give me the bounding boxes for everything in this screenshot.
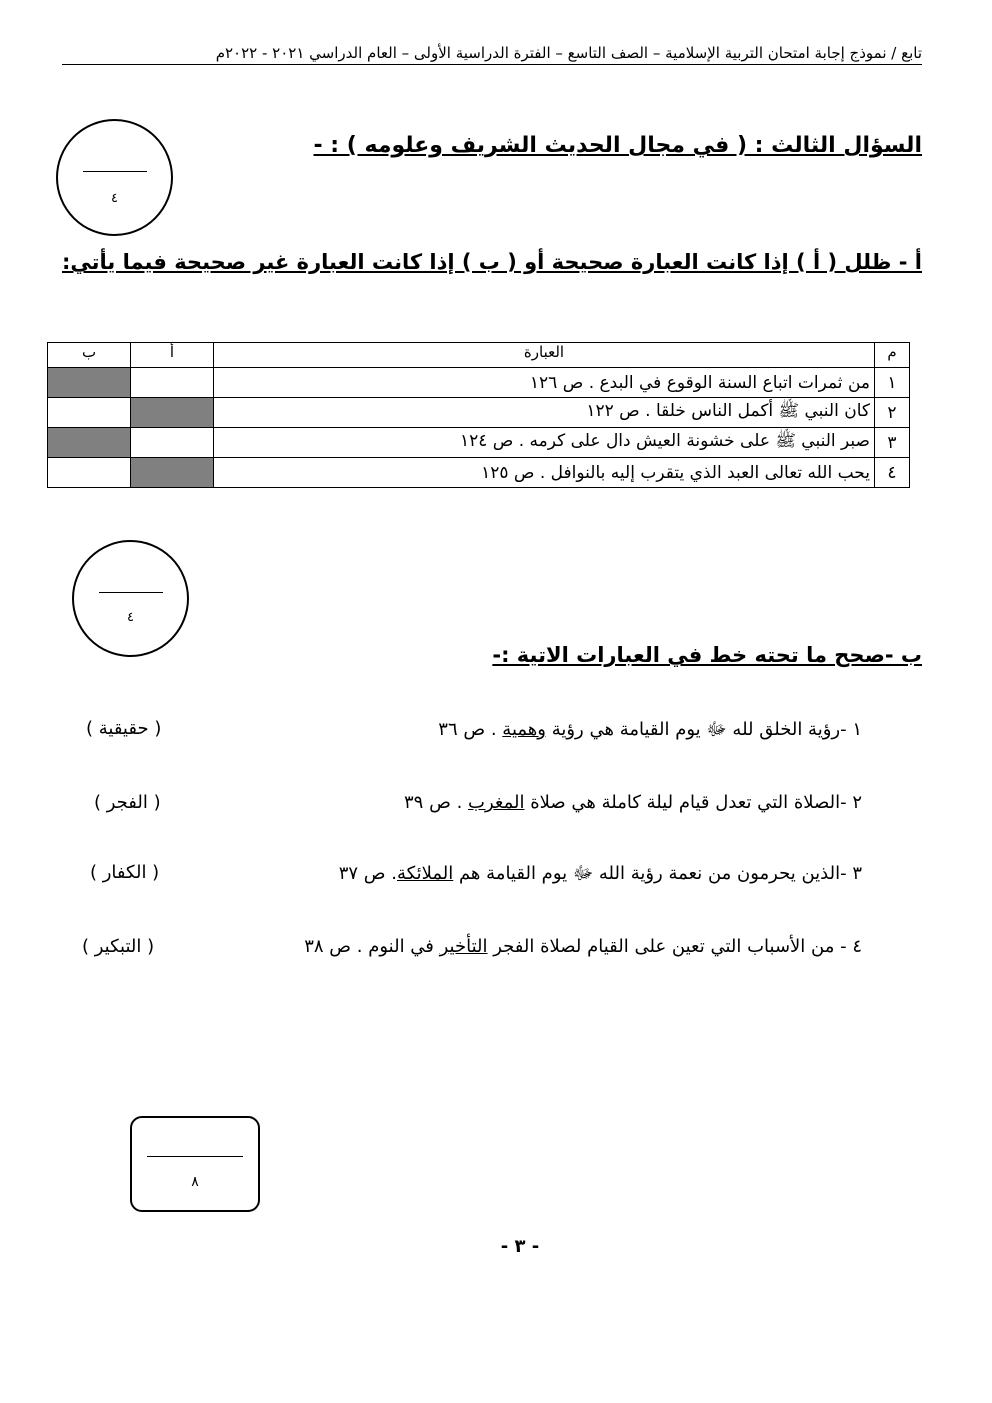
table-row [48, 458, 910, 488]
table-row [48, 368, 910, 398]
item-text-before: - من الأسباب التي تعين على القيام لصلاة الفجر [487, 936, 847, 957]
true-false-table [47, 342, 910, 488]
row-num: ٣ [875, 428, 910, 458]
option-a-cell[interactable] [131, 458, 214, 488]
table-header-row [48, 343, 910, 368]
row-num: ١ [875, 368, 910, 398]
underlined-word: وهمية [502, 719, 546, 740]
option-a-cell[interactable] [131, 368, 214, 398]
correction-answer-4: ( التبكير ) [82, 936, 155, 957]
table-row [48, 428, 910, 458]
total-score-box [130, 1116, 260, 1212]
correction-answer-3: ( الكفار ) [90, 862, 160, 883]
option-b-cell[interactable] [48, 398, 131, 428]
header-num: م [875, 343, 910, 368]
question-title: السؤال الثالث : ( في مجال الحديث الشريف وعلومه ) : - [313, 133, 922, 158]
header-a: أ [131, 343, 214, 368]
correction-item-3 [339, 862, 862, 888]
option-b-cell[interactable] [48, 368, 131, 398]
score-value: ٤ [127, 610, 134, 625]
score-divider [83, 171, 147, 172]
item-number: ٣ [852, 863, 862, 884]
correction-item-4 [304, 936, 862, 957]
part-b-instruction: ب -صحح ما تحته خط في العبارات الاتية :- [492, 643, 922, 667]
item-text-after: . ص ٣٩ [404, 792, 469, 813]
correction-answer-1: ( حقيقية ) [86, 718, 162, 739]
correction-answer-2: ( الفجر ) [94, 792, 161, 813]
underlined-word: التأخير [439, 936, 488, 957]
item-text-before: -رؤية الخلق لله ﷻ يوم القيامة هي رؤية [545, 719, 847, 740]
correction-item-2 [404, 792, 862, 813]
underlined-word: الملائكة [397, 863, 454, 884]
item-number: ٢ [852, 792, 862, 813]
score-divider [99, 592, 163, 593]
score-value: ٤ [111, 191, 118, 206]
item-number: ١ [852, 719, 862, 740]
row-statement: صبر النبي ﷺ على خشونة العيش دال على كرمه . ص ١٢٤ [214, 428, 875, 458]
option-b-cell[interactable] [48, 428, 131, 458]
option-a-cell[interactable] [131, 428, 214, 458]
item-text-after: في النوم . ص ٣٨ [304, 936, 440, 957]
score-divider [147, 1156, 243, 1157]
header-b: ب [48, 343, 131, 368]
item-number: ٤ [852, 936, 862, 957]
score-circle-1 [56, 119, 173, 236]
row-statement: من ثمرات اتباع السنة الوقوع في البدع . ص ١٢٦ [214, 368, 875, 398]
page-number: - ٣ - [500, 1236, 540, 1257]
item-text-after: . ص ٣٦ [438, 719, 503, 740]
exam-header: تابع / نموذج إجابة امتحان التربية الإسلامية – الصف التاسع – الفترة الدراسية الأولى – العام الدراسي ٢٠٢١ - ٢٠٢٢م [62, 44, 922, 65]
row-num: ٤ [875, 458, 910, 488]
correction-item-1 [438, 718, 862, 744]
row-statement: يحب الله تعالى العبد الذي يتقرب إليه بالنوافل . ص ١٢٥ [214, 458, 875, 488]
option-b-cell[interactable] [48, 458, 131, 488]
header-statement: العبارة [214, 343, 875, 368]
item-text-after: . ص ٣٧ [338, 863, 397, 884]
item-text-before: -الذين يحرمون من نعمة رؤية الله ﷻ يوم القيامة هم [453, 863, 847, 884]
row-num: ٢ [875, 398, 910, 428]
option-a-cell[interactable] [131, 398, 214, 428]
score-value: ٨ [191, 1174, 199, 1190]
score-circle-2 [72, 540, 189, 657]
table-row [48, 398, 910, 428]
item-text-before: -الصلاة التي تعدل قيام ليلة كاملة هي صلاة [524, 792, 847, 813]
row-statement: كان النبي ﷺ أكمل الناس خلقا . ص ١٢٢ [214, 398, 875, 428]
part-a-instruction: أ - ظلل ( أ ) إذا كانت العبارة صحيحة أو ( ب ) إذا كانت العبارة غير صحيحة فيما يأتي: [61, 250, 922, 274]
underlined-word: المغرب [468, 792, 525, 813]
